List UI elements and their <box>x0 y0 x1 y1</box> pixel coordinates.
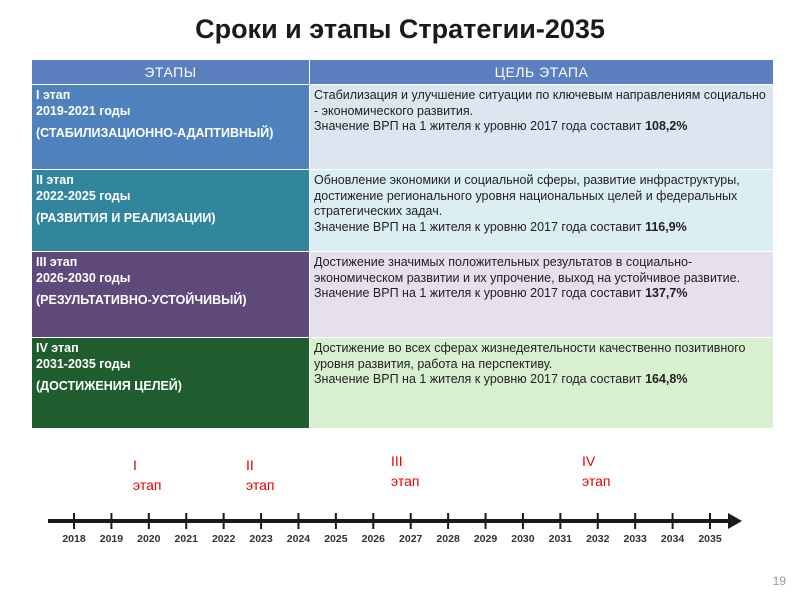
year-label: 2026 <box>361 533 385 545</box>
goal-cell <box>310 338 774 429</box>
year-label: 2027 <box>399 533 423 545</box>
stage-cell <box>32 170 310 252</box>
vrp-text: Значение ВРП на 1 жителя к уровню 2017 года составит <box>314 219 646 234</box>
goal-text: Достижение значимых положительных результатов в социально-экономическом развитии и их упрочение, выход на устойчивое развитие. <box>314 255 741 285</box>
stage-name: (СТАБИЛИЗАЦИОННО-АДАПТИВНЫЙ) <box>36 126 274 140</box>
vrp-value: 137,7% <box>645 286 688 300</box>
table-row <box>32 170 774 252</box>
stages-table <box>31 59 774 429</box>
vrp-value: 116,9% <box>645 219 687 234</box>
vrp-value: 164,8% <box>645 372 688 386</box>
vrp-text: Значение ВРП на 1 жителя к уровню 2017 года составит <box>314 286 646 300</box>
goal-text: Стабилизация и улучшение ситуации по ключевым направлениям социально - экономического развития. <box>314 88 766 118</box>
stage-label: I этап <box>36 88 71 102</box>
stage-years: 2026-2030 годы <box>36 270 131 285</box>
goal-text: Достижение во всех сферах жизнедеятельности качественно позитивного уровня развития, работа на перспективу. <box>314 341 746 371</box>
year-label: 2021 <box>174 533 198 545</box>
stage-cell <box>32 252 310 338</box>
vrp-text: Значение ВРП на 1 жителя к уровню 2017 года составит <box>314 119 646 133</box>
stage-name: (РЕЗУЛЬТАТИВНО-УСТОЙЧИВЫЙ) <box>36 293 247 307</box>
stage-label: III этап <box>36 255 78 269</box>
year-label: 2035 <box>698 533 722 545</box>
year-label: 2023 <box>249 533 273 545</box>
stage-years: 2022-2025 годы <box>36 188 131 203</box>
year-label: 2020 <box>137 533 161 545</box>
goal-cell <box>310 252 774 338</box>
year-label: 2024 <box>286 533 311 545</box>
axis-arrow <box>728 513 742 529</box>
year-label: 2034 <box>660 533 685 545</box>
timeline-stage-label: I этап <box>133 457 162 493</box>
header-goal: ЦЕЛЬ ЭТАПА <box>310 60 774 85</box>
year-label: 2031 <box>548 533 573 545</box>
table-row <box>32 338 774 429</box>
year-label: 2018 <box>62 533 86 545</box>
stage-name: (РАЗВИТИЯ И РЕАЛИЗАЦИИ) <box>36 211 216 225</box>
stage-years: 2019-2021 годы <box>36 103 131 118</box>
year-label: 2032 <box>586 533 610 545</box>
stage-name: (ДОСТИЖЕНИЯ ЦЕЛЕЙ) <box>36 379 182 393</box>
stage-label: IV этап <box>36 341 79 355</box>
goal-cell <box>310 170 774 252</box>
page-title: Сроки и этапы Стратегии-2035 <box>195 14 605 44</box>
year-label: 2028 <box>436 533 460 545</box>
year-label: 2029 <box>473 533 498 545</box>
stage-cell <box>32 338 310 429</box>
stage-years: 2031-2035 годы <box>36 356 131 371</box>
year-label: 2022 <box>211 533 236 545</box>
vrp-text: Значение ВРП на 1 жителя к уровню 2017 года составит <box>314 372 646 386</box>
year-label: 2019 <box>99 533 124 545</box>
header-stages: ЭТАПЫ <box>32 60 310 85</box>
timeline-stage-label: III этап <box>391 453 420 489</box>
goal-text: Обновление экономики и социальной сферы, развитие инфраструктуры, достижение регионального уровня национальных целей и федеральных стратегических задач. <box>314 173 740 218</box>
year-label: 2033 <box>623 533 647 545</box>
table-row <box>32 85 774 170</box>
stage-cell <box>32 85 310 170</box>
timeline-stage-label: II этап <box>246 457 275 493</box>
vrp-value: 108,2% <box>645 119 688 133</box>
goal-cell <box>310 85 774 170</box>
table-header-row <box>32 60 774 85</box>
table-row <box>32 252 774 338</box>
stage-label: II этап <box>36 173 74 187</box>
page-number: 19 <box>772 574 786 588</box>
timeline-stage-label: IV этап <box>582 453 611 489</box>
year-label: 2030 <box>511 533 535 545</box>
year-label: 2025 <box>324 533 348 545</box>
